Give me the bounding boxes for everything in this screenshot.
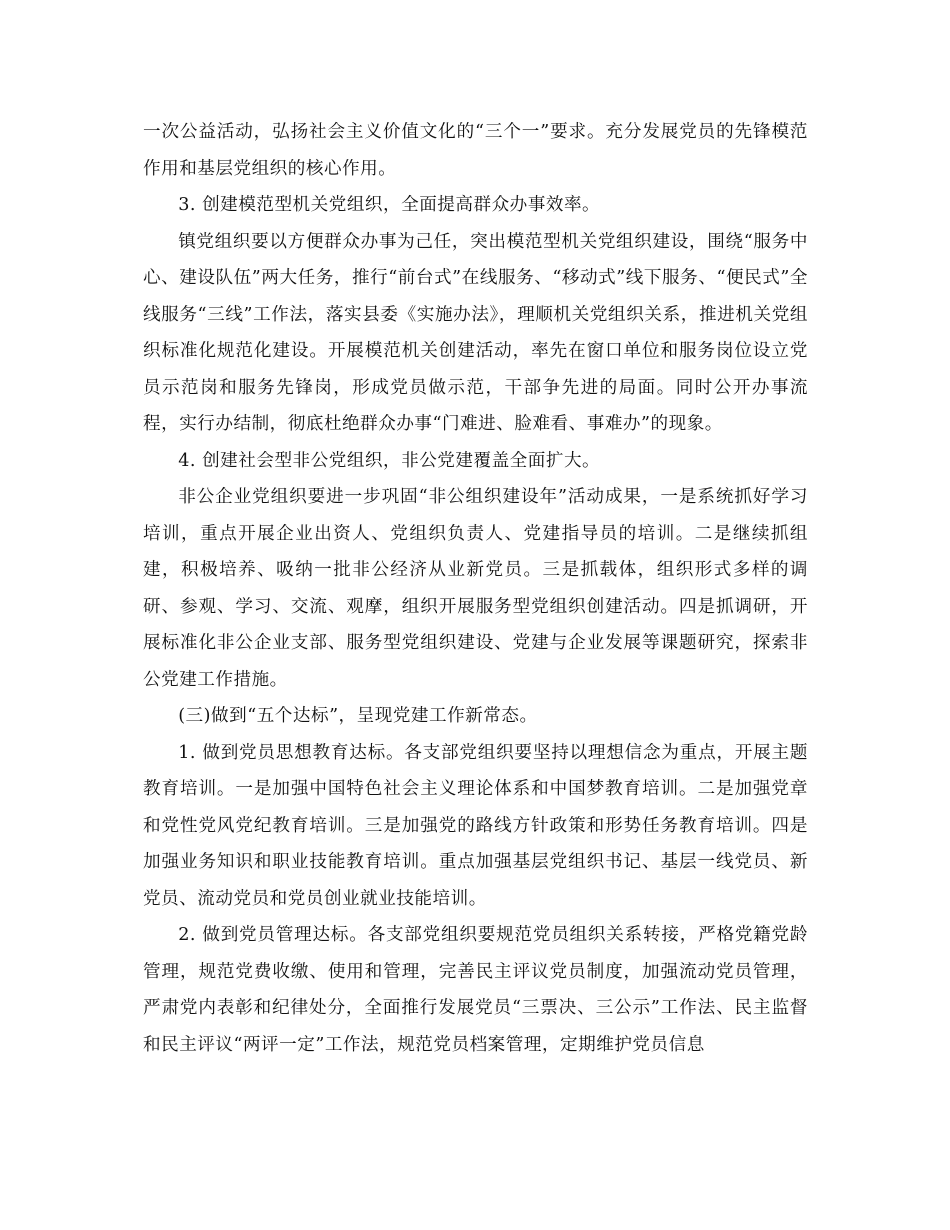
paragraph-body: 镇党组织要以方便群众办事为己任，突出模范型机关党组织建设，围绕“服务中心、建设队伍”两大任务，推行“前台式”在线服务、“移动式”线下服务、“便民式”全线服务“三线”工作法，落实县委《实施办法》，理顺机关党组织关系，推进机关党组织标准化规范化建设。开展模范机关创建活动，率先在窗口单位和服务岗位设立党员示范岗和服务先锋岗，形成党员做示范，干部争先进的局面。同时公开办事流程，实行办结制，彻底杜绝群众办事“门难进、脸难看、事难办”的现象。 xyxy=(143,231,808,434)
paragraph-heading-3: 3. 创建模范型机关党组织，全面提高群众办事效率。 xyxy=(178,195,601,215)
section-heading: (三)做到“五个达标”，呈现党建工作新常态。 xyxy=(178,706,538,726)
paragraph-body: 非公企业党组织要进一步巩固“非公组织建设年”活动成果，一是系统抓好学习培训，重点开展企业出资人、党组织负责人、党建指导员的培训。二是继续抓组建，积极培养、吸纳一批非公经济从业新党员。三是抓载体，组织形式多样的调研、参观、学习、交流、观摩，组织开展服务型党组织创建活动。四是抓调研，开展标准化非公企业支部、服务型党组织建设、党建与企业发展等课题研究，探索非公党建工作措施。 xyxy=(143,487,808,690)
paragraph-body: 2. 做到党员管理达标。各支部党组织要规范党员组织关系转接，严格党籍党龄管理，规范党费收缴、使用和管理，完善民主评议党员制度，加强流动党员管理，严肃党内表彰和纪律处分，全面推行发展党员“三票决、三公示”工作法、民主监督和民主评议“两评一定”工作法，规范党员档案管理，定期维护党员信息 xyxy=(143,925,808,1055)
paragraph-body: 1. 做到党员思想教育达标。各支部党组织要坚持以理想信念为重点，开展主题教育培训。一是加强中国特色社会主义理论体系和中国梦教育培训。二是加强党章和党性党风党纪教育培训。三是加强党的路线方针政策和形势任务教育培训。四是加强业务知识和职业技能教育培训。重点加强基层党组织书记、基层一线党员、新党员、流动党员和党员创业就业技能培训。 xyxy=(143,742,808,909)
document-body xyxy=(143,114,808,1063)
paragraph-continuation: 一次公益活动，弘扬社会主义价值文化的“三个一”要求。充分发展党员的先锋模范作用和基层党组织的核心作用。 xyxy=(143,122,808,179)
paragraph-heading-4: 4. 创建社会型非公党组织，非公党建覆盖全面扩大。 xyxy=(178,450,601,471)
